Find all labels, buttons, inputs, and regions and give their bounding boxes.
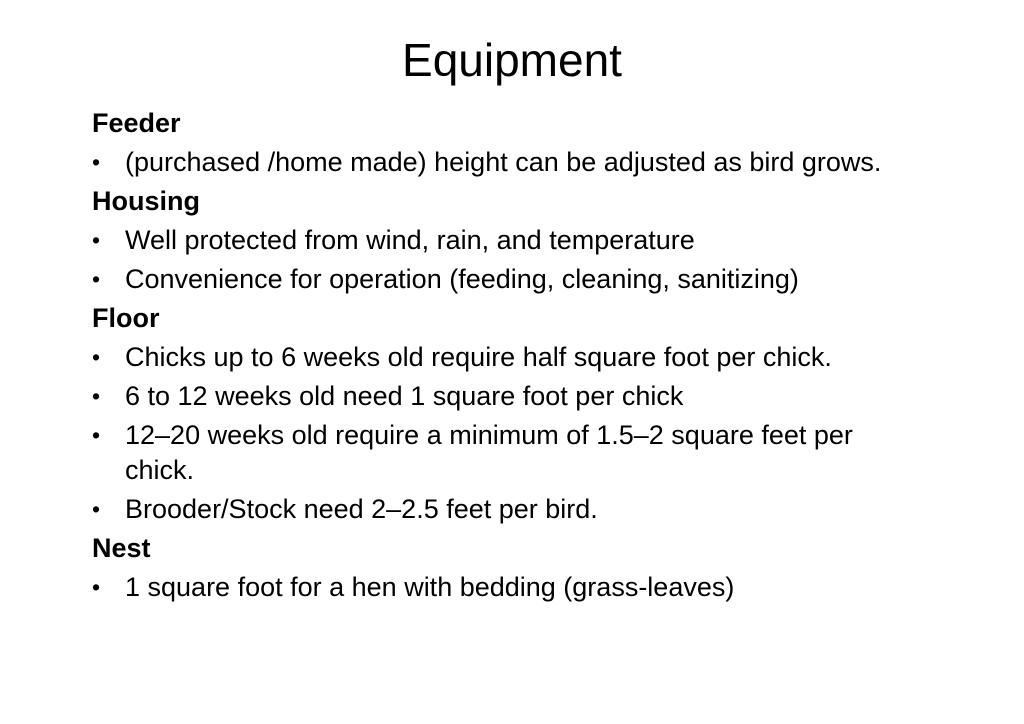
slide-title: Equipment — [402, 34, 622, 86]
section-heading: Floor — [92, 303, 160, 333]
content-section — [92, 106, 918, 180]
bullet-text: Brooder/Stock need 2–2.5 feet per bird. — [125, 494, 598, 524]
bullet-text: Well protected from wind, rain, and temperature — [125, 225, 695, 255]
bullet-item — [92, 570, 918, 605]
bullet-icon: • — [92, 574, 101, 600]
content-section — [92, 301, 918, 527]
bullet-item — [92, 340, 918, 375]
section-heading: Housing — [92, 186, 200, 216]
bullet-item — [92, 379, 918, 414]
bullet-text: Chicks up to 6 weeks old require half square foot per chick. — [125, 342, 832, 372]
bullet-item — [92, 223, 918, 258]
bullet-icon: • — [92, 344, 101, 370]
bullet-text: 1 square foot for a hen with bedding (grass-leaves) — [125, 572, 735, 602]
bullet-text: (purchased /home made) height can be adjusted as bird grows. — [125, 147, 882, 177]
bullet-icon: • — [92, 496, 101, 522]
bullet-text: 12–20 weeks old require a minimum of 1.5–2 square feet per chick. — [125, 420, 853, 485]
bullet-item — [92, 145, 918, 180]
slide-body — [92, 106, 918, 609]
bullet-icon: • — [92, 227, 101, 253]
bullet-text: 6 to 12 weeks old need 1 square foot per chick — [125, 381, 684, 411]
bullet-item — [92, 262, 918, 297]
bullet-icon: • — [92, 149, 101, 175]
section-heading: Feeder — [92, 108, 181, 138]
content-section — [92, 184, 918, 297]
bullet-text: Convenience for operation (feeding, cleaning, sanitizing) — [125, 264, 799, 294]
bullet-item — [92, 418, 918, 488]
content-section — [92, 531, 918, 605]
bullet-icon: • — [92, 422, 101, 448]
bullet-icon: • — [92, 383, 101, 409]
bullet-icon: • — [92, 266, 101, 292]
bullet-item — [92, 492, 918, 527]
section-heading: Nest — [92, 533, 151, 563]
